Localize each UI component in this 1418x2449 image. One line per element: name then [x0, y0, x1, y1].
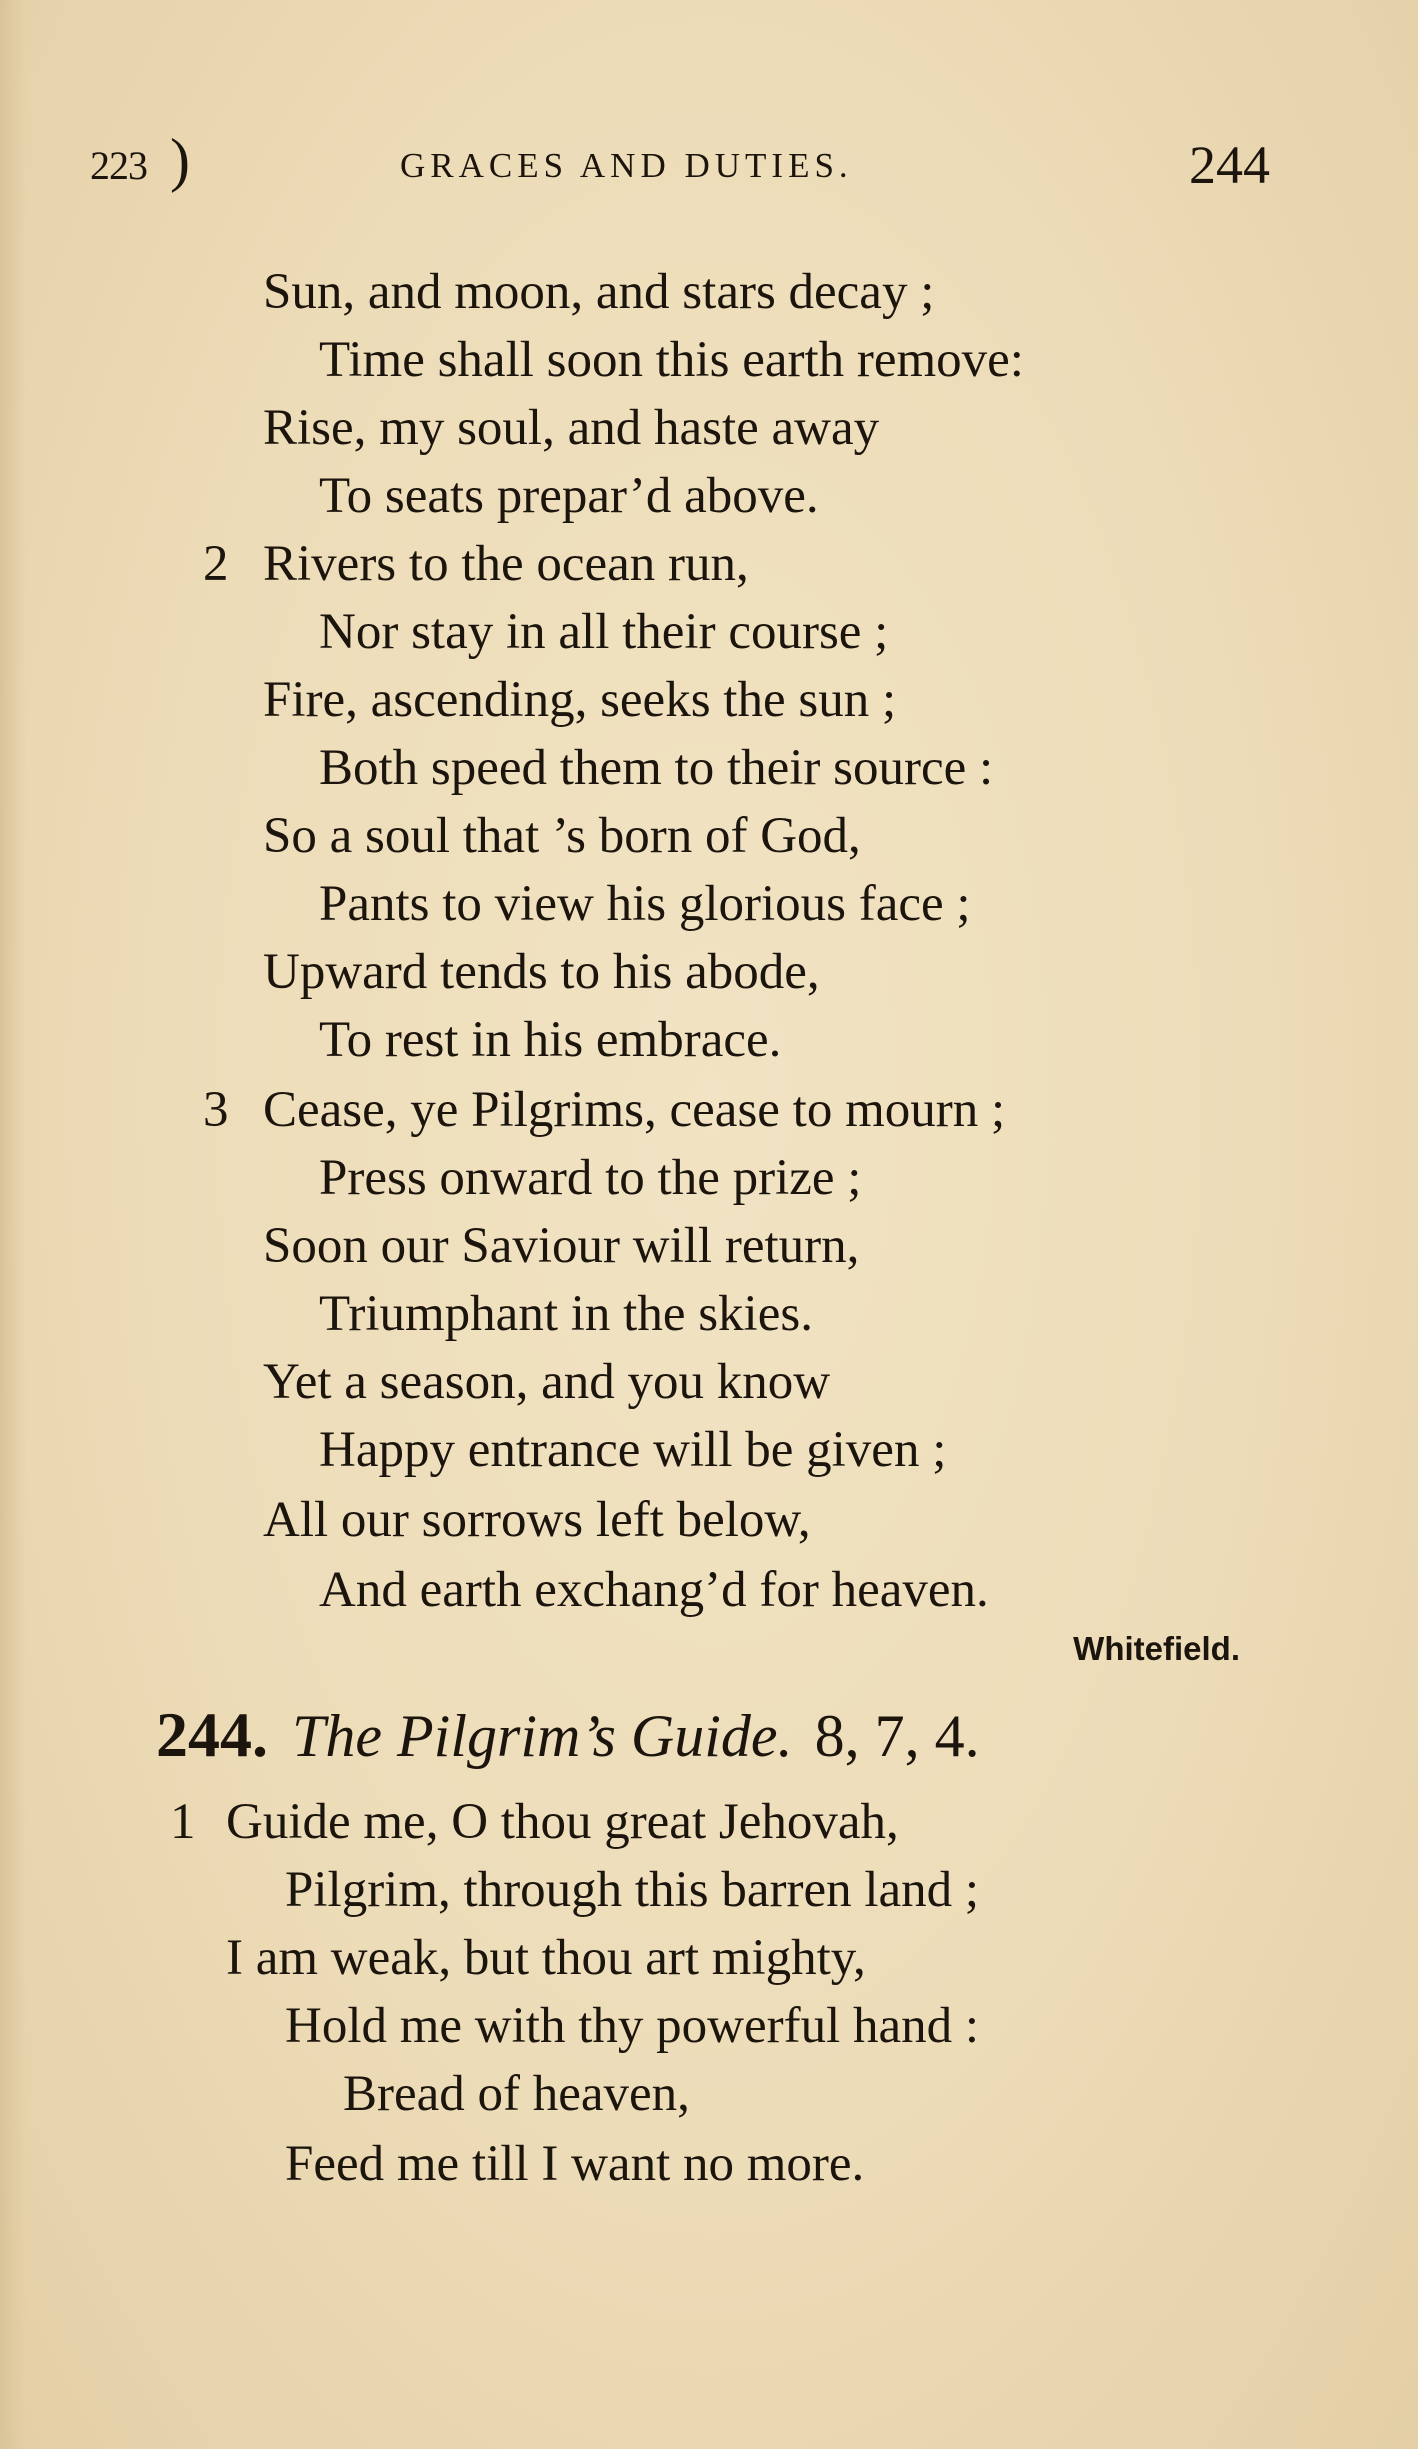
- hymn-heading: [156, 1700, 980, 1771]
- header-left-number: 223: [90, 143, 147, 188]
- verse-line: I am weak, but thou art mighty,: [226, 1930, 866, 1986]
- verse-line: Feed me till I want no more.: [285, 2136, 865, 2192]
- verse-line: And earth exchang’d for heaven.: [319, 1562, 989, 1618]
- verse-line: Soon our Saviour will return,: [263, 1218, 860, 1274]
- verse-line: Time shall soon this earth remove:: [319, 332, 1024, 388]
- verse-line: Both speed them to their source :: [319, 740, 994, 796]
- header-paren: ): [170, 127, 190, 193]
- verse-line: Pilgrim, through this barren land ;: [285, 1862, 980, 1918]
- verse-line: Cease, ye Pilgrims, cease to mourn ;: [263, 1082, 1006, 1138]
- verse-number: 3: [203, 1082, 229, 1138]
- verse-line: Press onward to the prize ;: [319, 1150, 862, 1206]
- page-edge-shadow: [0, 0, 26, 2449]
- verse-number: 1: [170, 1794, 196, 1850]
- verse-line: To seats prepar’d above.: [319, 468, 819, 524]
- verse-line: So a soul that ’s born of God,: [263, 808, 861, 864]
- verse-line: Pants to view his glorious face ;: [319, 876, 971, 932]
- hymn-title: The Pilgrim’s Guide.: [292, 1703, 793, 1769]
- author-attribution: Whitefield.: [1073, 1630, 1240, 1667]
- verse-number: 2: [203, 536, 229, 592]
- verse-line: Yet a season, and you know: [263, 1354, 831, 1410]
- hymn-meter: 8, 7, 4.: [814, 1703, 980, 1769]
- verse-line: Upward tends to his abode,: [263, 944, 820, 1000]
- verse-line: Hold me with thy powerful hand :: [285, 1998, 980, 2054]
- verse-line: To rest in his embrace.: [319, 1012, 782, 1068]
- verse-line: Fire, ascending, seeks the sun ;: [263, 672, 897, 728]
- verse-line: Guide me, O thou great Jehovah,: [226, 1794, 899, 1850]
- running-head: [90, 127, 1270, 200]
- hymn-number: 244.: [156, 1699, 268, 1770]
- verse-line: Nor stay in all their course ;: [319, 604, 889, 660]
- verse-line: Rise, my soul, and haste away: [263, 400, 880, 456]
- verse-line: Rivers to the ocean run,: [263, 536, 749, 592]
- header-title: GRACES AND DUTIES.: [400, 146, 853, 185]
- verse-line: Sun, and moon, and stars decay ;: [263, 264, 935, 320]
- header-right-number: 244: [1189, 135, 1270, 195]
- verse-line: All our sorrows left below,: [263, 1492, 811, 1548]
- verse-line: Happy entrance will be given ;: [319, 1422, 947, 1478]
- verse-line: Bread of heaven,: [343, 2066, 690, 2122]
- verse-line: Triumphant in the skies.: [319, 1286, 813, 1342]
